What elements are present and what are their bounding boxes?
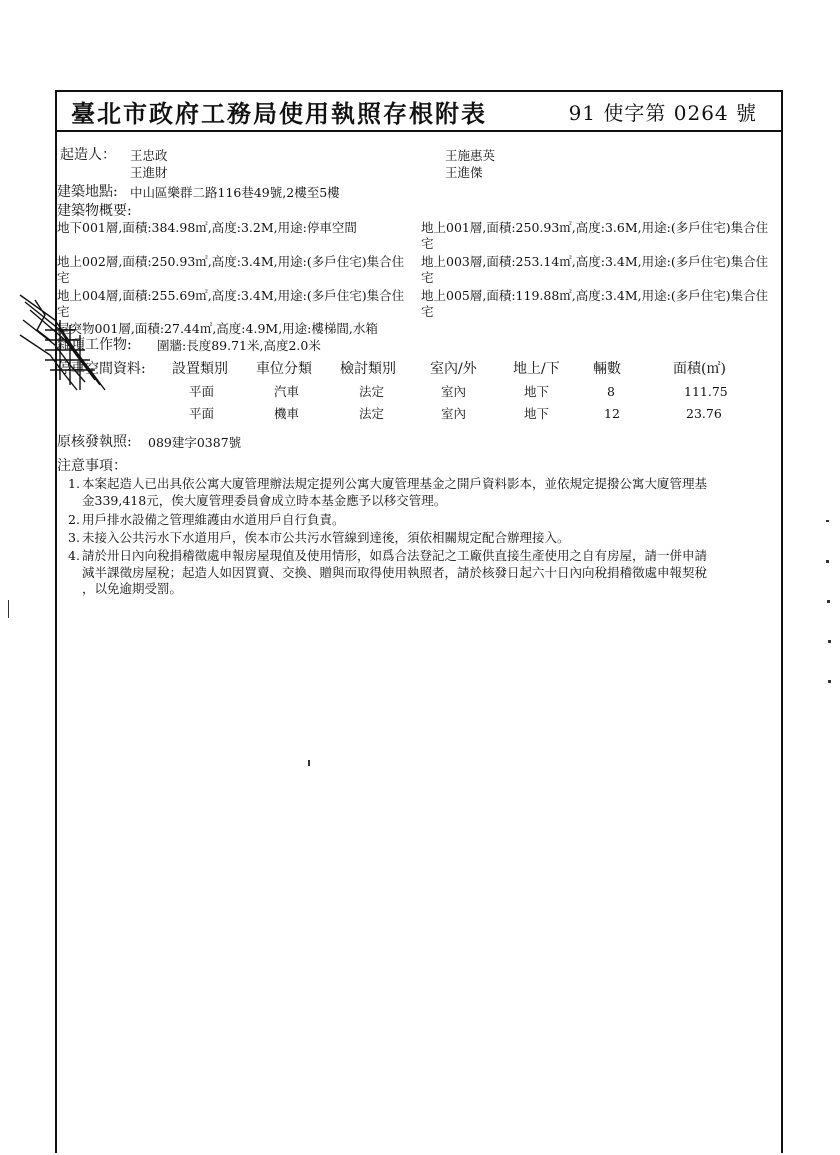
original-license-value: 089建字0387號 — [148, 435, 242, 450]
misc-value: 圍牆:長度89.71米,高度2.0米 — [157, 338, 321, 353]
parking-r2-area: 23.76 — [686, 406, 722, 421]
parking-header-area: 面積(㎡) — [673, 361, 726, 377]
floor-2: 地上002層,面積:250.93㎡,高度:3.4M,用途:(多戶住宅)集合住 — [57, 254, 405, 269]
parking-r1-indoor: 室內 — [441, 384, 467, 399]
parking-r1-class: 汽車 — [274, 384, 300, 399]
title-bar — [55, 90, 783, 132]
parking-header-type: 設置類別 — [172, 361, 228, 377]
stamp-mark — [15, 290, 125, 410]
floor-4-cont: 宅 — [57, 304, 70, 319]
note-1-line-2: 金339,418元，俟大廈管理委員會成立時本基金應予以移交管理。 — [82, 492, 447, 508]
overview-label: 建築物概要: — [57, 203, 132, 219]
site-label: 建築地點: — [57, 184, 118, 200]
note-2 — [68, 512, 780, 529]
parking-r1-area: 111.75 — [684, 384, 728, 399]
note-4-line-1: 請於卅日內向稅捐稽徵處申報房屋現值及使用情形，如爲合法登記之工廠供直接生產使用之自有房屋，請一併申請 — [82, 548, 708, 563]
parking-r2-type: 平面 — [189, 406, 215, 421]
note-4-line-3: ，以免逾期受罰。 — [82, 581, 183, 596]
misc-label: 雜項工作物: — [57, 337, 132, 353]
parking-r2-review: 法定 — [359, 406, 385, 421]
note-4-line-2: 減半課徵房屋稅；起造人如因買賣、交換、贈與而取得使用執照者，請於核發日起六十日內向稅捐稽徵處申報契稅 — [82, 564, 708, 580]
builders-label: 起造人： — [60, 147, 116, 163]
notes-label: 注意事項： — [57, 458, 127, 474]
note-2-line-1: 用戶排水設備之管理維護由水道用戶自行負責。 — [82, 512, 345, 527]
floor-4: 地上004層,面積:255.69㎡,高度:3.4M,用途:(多戶住宅)集合住 — [57, 288, 405, 303]
builder-name-4: 王進傑 — [445, 165, 483, 180]
parking-r1-count: 8 — [607, 384, 615, 399]
license-number: 91 使字第 0264 號 — [568, 101, 757, 125]
scan-speck — [827, 600, 830, 603]
site-address: 中山區樂群二路116巷49號,2樓至5樓 — [130, 185, 340, 200]
scan-speck — [828, 680, 831, 683]
document-frame — [55, 90, 783, 1153]
floor-5: 地上005層,面積:119.88㎡,高度:3.4M,用途:(多戶住宅)集合住 — [421, 288, 769, 303]
scan-speck — [308, 760, 310, 766]
note-1-line-1: 本案起造人已出具依公寓大廈管理辦法規定提列公寓大廈管理基金之開戶資料影本，並依規定提撥公寓大廈管理基 — [82, 476, 708, 491]
floor-1-cont: 宅 — [421, 236, 434, 251]
parking-header-review: 檢討類別 — [340, 361, 396, 377]
floor-2-cont: 宅 — [57, 270, 70, 285]
note-1-number: 1. — [68, 476, 80, 491]
parking-r1-type: 平面 — [189, 384, 215, 399]
parking-r2-count: 12 — [604, 406, 620, 421]
floor-1: 地上001層,面積:250.93㎡,高度:3.6M,用途:(多戶住宅)集合住 — [421, 220, 769, 235]
parking-r2-class: 機車 — [274, 406, 300, 421]
scan-speck — [826, 560, 829, 563]
scan-speck — [8, 600, 9, 618]
floor-b1: 地下001層,面積:384.98㎡,高度:3.2M,用途:停車空間 — [57, 220, 357, 235]
floor-3-cont: 宅 — [421, 270, 434, 285]
scan-speck — [828, 640, 831, 643]
parking-r2-level: 地下 — [524, 406, 550, 421]
floor-3: 地上003層,面積:253.14㎡,高度:3.4M,用途:(多戶住宅)集合住 — [421, 254, 769, 269]
parking-r1-review: 法定 — [359, 384, 385, 399]
builder-name-2: 王施惠英 — [445, 148, 496, 163]
note-4 — [68, 548, 780, 598]
note-3 — [68, 530, 780, 547]
parking-header-count: 輛數 — [593, 361, 621, 377]
document-title: 臺北市政府工務局使用執照存根附表 — [71, 99, 487, 128]
original-license-label: 原核發執照: — [57, 434, 132, 450]
note-3-number: 3. — [68, 530, 80, 545]
floor-roof: 屋突物001層,面積:27.44㎡,高度:4.9M,用途:樓梯間,水箱 — [57, 321, 378, 336]
parking-header-indoor: 室內/外 — [430, 361, 477, 377]
builder-name-1: 王忠政 — [130, 148, 168, 163]
parking-r1-level: 地下 — [524, 384, 550, 399]
scan-speck — [826, 520, 829, 522]
note-4-number: 4. — [68, 548, 80, 563]
parking-header-level: 地上/下 — [513, 361, 560, 377]
note-2-number: 2. — [68, 512, 80, 527]
note-3-line-1: 未接入公共污水下水道用戶，俟本市公共污水管線到達後，須依相關規定配合辦理接入。 — [82, 530, 570, 545]
parking-header-class: 車位分類 — [256, 361, 312, 377]
floor-5-cont: 宅 — [421, 304, 434, 319]
builder-name-3: 王進財 — [130, 165, 168, 180]
parking-label: 停車空間資料: — [57, 361, 146, 377]
note-1 — [68, 476, 780, 509]
parking-r2-indoor: 室內 — [441, 406, 467, 421]
